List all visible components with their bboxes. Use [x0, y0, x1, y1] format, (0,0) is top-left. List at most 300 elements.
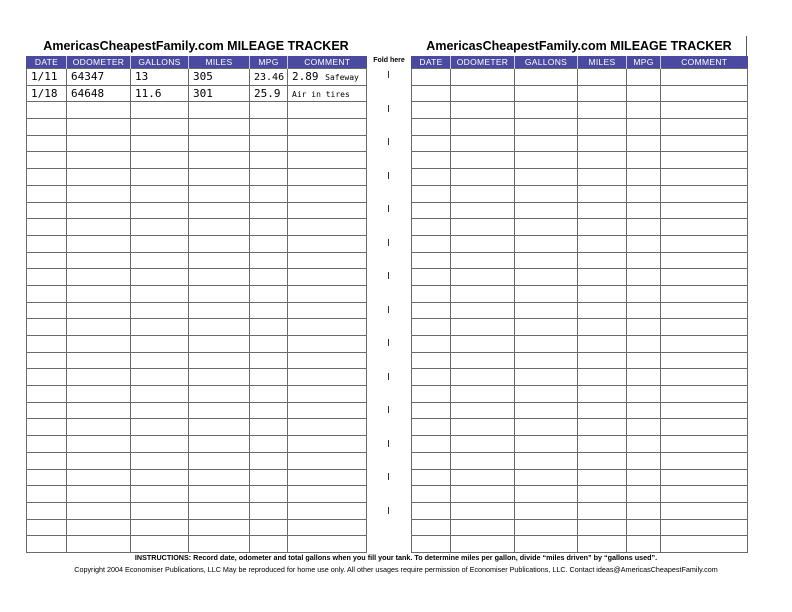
mpg-cell[interactable] — [627, 85, 661, 102]
gallons-cell[interactable] — [131, 486, 189, 503]
date-cell[interactable] — [412, 152, 451, 169]
gallons-cell[interactable] — [131, 469, 189, 486]
comment-cell[interactable] — [288, 319, 367, 336]
gallons-cell[interactable] — [131, 452, 189, 469]
comment-cell[interactable] — [661, 302, 748, 319]
gallons-cell[interactable] — [515, 419, 578, 436]
date-cell[interactable] — [412, 119, 451, 136]
date-cell[interactable] — [27, 352, 67, 369]
miles-cell[interactable] — [189, 419, 250, 436]
mpg-cell[interactable] — [627, 319, 661, 336]
date-cell[interactable] — [27, 285, 67, 302]
comment-cell[interactable] — [288, 219, 367, 236]
date-cell[interactable] — [412, 302, 451, 319]
miles-cell[interactable] — [189, 469, 250, 486]
miles-cell[interactable] — [189, 219, 250, 236]
mpg-cell[interactable] — [627, 452, 661, 469]
odometer-cell[interactable] — [67, 436, 131, 453]
gallons-cell[interactable] — [131, 185, 189, 202]
odometer-cell[interactable] — [67, 302, 131, 319]
comment-cell[interactable] — [661, 436, 748, 453]
date-cell[interactable] — [412, 502, 451, 519]
miles-cell[interactable] — [578, 486, 627, 503]
date-cell[interactable] — [27, 102, 67, 119]
comment-cell[interactable] — [661, 219, 748, 236]
mpg-cell[interactable] — [627, 202, 661, 219]
date-cell[interactable] — [27, 336, 67, 353]
gallons-cell[interactable]: 13 — [131, 69, 189, 86]
mpg-cell[interactable] — [250, 235, 288, 252]
date-cell[interactable] — [27, 452, 67, 469]
mpg-cell[interactable] — [250, 169, 288, 186]
miles-cell[interactable] — [578, 419, 627, 436]
mpg-cell[interactable] — [250, 269, 288, 286]
mpg-cell[interactable] — [627, 352, 661, 369]
date-cell[interactable] — [27, 185, 67, 202]
odometer-cell[interactable] — [451, 169, 515, 186]
gallons-cell[interactable] — [131, 269, 189, 286]
gallons-cell[interactable] — [515, 519, 578, 536]
comment-cell[interactable] — [661, 135, 748, 152]
date-cell[interactable] — [27, 219, 67, 236]
gallons-cell[interactable] — [515, 369, 578, 386]
date-cell[interactable] — [27, 402, 67, 419]
gallons-cell[interactable] — [515, 336, 578, 353]
gallons-cell[interactable] — [131, 536, 189, 553]
gallons-cell[interactable] — [131, 285, 189, 302]
comment-cell[interactable] — [288, 252, 367, 269]
mpg-cell[interactable] — [627, 419, 661, 436]
comment-cell[interactable] — [288, 302, 367, 319]
gallons-cell[interactable] — [131, 319, 189, 336]
gallons-cell[interactable] — [515, 302, 578, 319]
comment-cell[interactable] — [661, 119, 748, 136]
date-cell[interactable] — [27, 169, 67, 186]
comment-cell[interactable] — [661, 452, 748, 469]
odometer-cell[interactable] — [67, 452, 131, 469]
miles-cell[interactable] — [578, 319, 627, 336]
miles-cell[interactable] — [578, 119, 627, 136]
odometer-cell[interactable] — [67, 369, 131, 386]
date-cell[interactable] — [412, 252, 451, 269]
miles-cell[interactable] — [578, 169, 627, 186]
miles-cell[interactable] — [578, 252, 627, 269]
odometer-cell[interactable] — [67, 402, 131, 419]
comment-cell[interactable] — [661, 269, 748, 286]
gallons-cell[interactable] — [131, 336, 189, 353]
mpg-cell[interactable] — [250, 102, 288, 119]
odometer-cell[interactable] — [67, 169, 131, 186]
gallons-cell[interactable] — [515, 285, 578, 302]
gallons-cell[interactable] — [515, 69, 578, 86]
odometer-cell[interactable] — [451, 402, 515, 419]
comment-cell[interactable] — [288, 519, 367, 536]
odometer-cell[interactable] — [451, 102, 515, 119]
mpg-cell[interactable] — [627, 386, 661, 403]
miles-cell[interactable] — [189, 269, 250, 286]
odometer-cell[interactable] — [67, 469, 131, 486]
mpg-cell[interactable] — [627, 185, 661, 202]
gallons-cell[interactable] — [515, 152, 578, 169]
mpg-cell[interactable] — [250, 469, 288, 486]
date-cell[interactable] — [412, 486, 451, 503]
odometer-cell[interactable] — [451, 319, 515, 336]
comment-cell[interactable] — [288, 386, 367, 403]
comment-cell[interactable] — [288, 436, 367, 453]
mpg-cell[interactable] — [250, 386, 288, 403]
odometer-cell[interactable] — [451, 436, 515, 453]
date-cell[interactable] — [412, 169, 451, 186]
comment-cell[interactable] — [661, 352, 748, 369]
odometer-cell[interactable] — [67, 135, 131, 152]
odometer-cell[interactable] — [451, 302, 515, 319]
mpg-cell[interactable] — [627, 536, 661, 553]
odometer-cell[interactable] — [451, 269, 515, 286]
date-cell[interactable] — [412, 452, 451, 469]
mpg-cell[interactable] — [250, 452, 288, 469]
date-cell[interactable] — [27, 519, 67, 536]
mpg-cell[interactable] — [627, 169, 661, 186]
comment-cell[interactable] — [288, 235, 367, 252]
odometer-cell[interactable] — [451, 85, 515, 102]
odometer-cell[interactable] — [67, 519, 131, 536]
gallons-cell[interactable] — [131, 135, 189, 152]
gallons-cell[interactable] — [131, 419, 189, 436]
miles-cell[interactable] — [189, 369, 250, 386]
odometer-cell[interactable] — [67, 486, 131, 503]
mpg-cell[interactable] — [250, 285, 288, 302]
mpg-cell[interactable] — [627, 269, 661, 286]
gallons-cell[interactable]: 11.6 — [131, 85, 189, 102]
date-cell[interactable] — [412, 536, 451, 553]
miles-cell[interactable] — [578, 185, 627, 202]
date-cell[interactable] — [412, 352, 451, 369]
date-cell[interactable] — [412, 135, 451, 152]
miles-cell[interactable]: 305 — [189, 69, 250, 86]
mpg-cell[interactable] — [250, 319, 288, 336]
comment-cell[interactable] — [661, 319, 748, 336]
mpg-cell[interactable] — [627, 119, 661, 136]
comment-cell[interactable] — [288, 502, 367, 519]
mpg-cell[interactable] — [250, 302, 288, 319]
mpg-cell[interactable] — [627, 436, 661, 453]
date-cell[interactable] — [412, 235, 451, 252]
gallons-cell[interactable] — [131, 102, 189, 119]
comment-cell[interactable] — [288, 402, 367, 419]
gallons-cell[interactable] — [131, 252, 189, 269]
miles-cell[interactable] — [189, 202, 250, 219]
gallons-cell[interactable] — [515, 135, 578, 152]
gallons-cell[interactable] — [515, 119, 578, 136]
mpg-cell[interactable] — [627, 336, 661, 353]
comment-cell[interactable] — [288, 102, 367, 119]
miles-cell[interactable] — [189, 536, 250, 553]
odometer-cell[interactable] — [67, 219, 131, 236]
odometer-cell[interactable] — [451, 252, 515, 269]
date-cell[interactable] — [27, 369, 67, 386]
date-cell[interactable] — [27, 302, 67, 319]
miles-cell[interactable] — [189, 336, 250, 353]
comment-cell[interactable] — [288, 486, 367, 503]
date-cell[interactable] — [27, 436, 67, 453]
miles-cell[interactable] — [578, 336, 627, 353]
odometer-cell[interactable] — [451, 469, 515, 486]
gallons-cell[interactable] — [515, 402, 578, 419]
date-cell[interactable] — [412, 102, 451, 119]
comment-cell[interactable] — [288, 452, 367, 469]
comment-cell[interactable] — [288, 269, 367, 286]
mpg-cell[interactable] — [627, 152, 661, 169]
gallons-cell[interactable] — [131, 502, 189, 519]
odometer-cell[interactable] — [451, 69, 515, 86]
odometer-cell[interactable] — [67, 152, 131, 169]
comment-cell[interactable] — [288, 185, 367, 202]
miles-cell[interactable] — [578, 436, 627, 453]
comment-cell[interactable] — [661, 402, 748, 419]
miles-cell[interactable] — [578, 202, 627, 219]
date-cell[interactable] — [27, 469, 67, 486]
date-cell[interactable] — [27, 135, 67, 152]
date-cell[interactable] — [27, 419, 67, 436]
miles-cell[interactable] — [189, 486, 250, 503]
odometer-cell[interactable] — [451, 135, 515, 152]
gallons-cell[interactable] — [131, 235, 189, 252]
miles-cell[interactable] — [578, 386, 627, 403]
odometer-cell[interactable] — [451, 386, 515, 403]
comment-cell[interactable] — [661, 185, 748, 202]
gallons-cell[interactable] — [515, 436, 578, 453]
gallons-cell[interactable] — [515, 85, 578, 102]
comment-cell[interactable] — [661, 386, 748, 403]
miles-cell[interactable] — [578, 536, 627, 553]
miles-cell[interactable] — [189, 169, 250, 186]
miles-cell[interactable] — [578, 152, 627, 169]
mpg-cell[interactable] — [627, 302, 661, 319]
comment-cell[interactable] — [288, 419, 367, 436]
comment-cell[interactable] — [661, 85, 748, 102]
date-cell[interactable] — [412, 386, 451, 403]
date-cell[interactable] — [412, 319, 451, 336]
mpg-cell[interactable] — [627, 369, 661, 386]
odometer-cell[interactable] — [67, 252, 131, 269]
odometer-cell[interactable] — [451, 352, 515, 369]
gallons-cell[interactable] — [515, 452, 578, 469]
comment-cell[interactable] — [288, 469, 367, 486]
miles-cell[interactable]: 301 — [189, 85, 250, 102]
date-cell[interactable] — [412, 436, 451, 453]
odometer-cell[interactable] — [451, 536, 515, 553]
comment-cell[interactable] — [288, 369, 367, 386]
miles-cell[interactable] — [189, 285, 250, 302]
date-cell[interactable] — [27, 152, 67, 169]
mpg-cell[interactable] — [627, 469, 661, 486]
mpg-cell[interactable] — [250, 219, 288, 236]
mpg-cell[interactable] — [250, 402, 288, 419]
odometer-cell[interactable] — [67, 502, 131, 519]
mpg-cell[interactable] — [250, 336, 288, 353]
odometer-cell[interactable] — [451, 336, 515, 353]
miles-cell[interactable] — [189, 452, 250, 469]
miles-cell[interactable] — [578, 469, 627, 486]
mpg-cell[interactable] — [250, 152, 288, 169]
comment-cell[interactable] — [661, 102, 748, 119]
miles-cell[interactable] — [189, 402, 250, 419]
gallons-cell[interactable] — [515, 536, 578, 553]
mpg-cell[interactable] — [250, 486, 288, 503]
date-cell[interactable]: 1/18 — [27, 85, 67, 102]
comment-cell[interactable] — [661, 235, 748, 252]
mpg-cell[interactable] — [627, 502, 661, 519]
miles-cell[interactable] — [189, 386, 250, 403]
odometer-cell[interactable] — [67, 235, 131, 252]
comment-cell[interactable] — [661, 152, 748, 169]
odometer-cell[interactable] — [67, 386, 131, 403]
comment-cell[interactable] — [288, 336, 367, 353]
comment-cell[interactable] — [661, 169, 748, 186]
mpg-cell[interactable] — [250, 436, 288, 453]
mpg-cell[interactable] — [250, 185, 288, 202]
comment-cell[interactable] — [661, 536, 748, 553]
mpg-cell[interactable] — [250, 502, 288, 519]
mpg-cell[interactable] — [627, 235, 661, 252]
miles-cell[interactable] — [189, 319, 250, 336]
gallons-cell[interactable] — [515, 202, 578, 219]
date-cell[interactable] — [412, 219, 451, 236]
mpg-cell[interactable] — [250, 536, 288, 553]
comment-cell[interactable] — [288, 85, 367, 102]
odometer-cell[interactable] — [451, 452, 515, 469]
gallons-cell[interactable] — [131, 369, 189, 386]
gallons-cell[interactable] — [515, 102, 578, 119]
date-cell[interactable] — [27, 486, 67, 503]
date-cell[interactable] — [27, 319, 67, 336]
comment-cell[interactable] — [288, 135, 367, 152]
comment-cell[interactable] — [661, 252, 748, 269]
date-cell[interactable] — [27, 502, 67, 519]
odometer-cell[interactable] — [451, 202, 515, 219]
miles-cell[interactable] — [578, 102, 627, 119]
date-cell[interactable] — [27, 269, 67, 286]
miles-cell[interactable] — [189, 135, 250, 152]
date-cell[interactable] — [412, 269, 451, 286]
date-cell[interactable] — [412, 336, 451, 353]
miles-cell[interactable] — [189, 152, 250, 169]
odometer-cell[interactable] — [451, 502, 515, 519]
miles-cell[interactable] — [578, 352, 627, 369]
mpg-cell[interactable] — [250, 519, 288, 536]
date-cell[interactable] — [412, 402, 451, 419]
comment-cell[interactable] — [661, 285, 748, 302]
gallons-cell[interactable] — [515, 502, 578, 519]
date-cell[interactable]: 1/11 — [27, 69, 67, 86]
date-cell[interactable] — [412, 369, 451, 386]
mpg-cell[interactable] — [627, 219, 661, 236]
mpg-cell[interactable]: 25.9 — [250, 85, 288, 102]
gallons-cell[interactable] — [515, 252, 578, 269]
mpg-cell[interactable] — [250, 69, 288, 86]
mpg-cell[interactable] — [627, 69, 661, 86]
miles-cell[interactable] — [578, 235, 627, 252]
mpg-cell[interactable] — [250, 369, 288, 386]
odometer-cell[interactable] — [451, 119, 515, 136]
gallons-cell[interactable] — [515, 352, 578, 369]
date-cell[interactable] — [412, 285, 451, 302]
date-cell[interactable] — [27, 202, 67, 219]
comment-cell[interactable] — [661, 369, 748, 386]
comment-cell[interactable] — [661, 336, 748, 353]
odometer-cell[interactable] — [451, 519, 515, 536]
gallons-cell[interactable] — [515, 386, 578, 403]
odometer-cell[interactable] — [67, 202, 131, 219]
miles-cell[interactable] — [189, 502, 250, 519]
odometer-cell[interactable] — [451, 185, 515, 202]
comment-cell[interactable] — [288, 119, 367, 136]
miles-cell[interactable] — [189, 235, 250, 252]
mpg-cell[interactable] — [627, 285, 661, 302]
odometer-cell[interactable]: 64648 — [67, 85, 131, 102]
comment-cell[interactable] — [661, 419, 748, 436]
miles-cell[interactable] — [578, 302, 627, 319]
mpg-cell[interactable] — [250, 202, 288, 219]
mpg-cell[interactable] — [250, 119, 288, 136]
date-cell[interactable] — [27, 119, 67, 136]
comment-cell[interactable] — [661, 469, 748, 486]
comment-cell[interactable] — [288, 202, 367, 219]
mpg-cell[interactable] — [627, 486, 661, 503]
date-cell[interactable] — [412, 519, 451, 536]
gallons-cell[interactable] — [131, 152, 189, 169]
gallons-cell[interactable] — [131, 202, 189, 219]
comment-cell[interactable] — [661, 69, 748, 86]
miles-cell[interactable] — [578, 285, 627, 302]
comment-cell[interactable] — [288, 285, 367, 302]
gallons-cell[interactable] — [131, 436, 189, 453]
miles-cell[interactable] — [189, 185, 250, 202]
miles-cell[interactable] — [578, 519, 627, 536]
gallons-cell[interactable] — [131, 119, 189, 136]
odometer-cell[interactable] — [451, 486, 515, 503]
gallons-cell[interactable] — [131, 386, 189, 403]
gallons-cell[interactable] — [515, 185, 578, 202]
miles-cell[interactable] — [189, 302, 250, 319]
date-cell[interactable] — [412, 419, 451, 436]
date-cell[interactable] — [27, 235, 67, 252]
miles-cell[interactable] — [189, 436, 250, 453]
comment-cell[interactable] — [288, 352, 367, 369]
miles-cell[interactable] — [578, 402, 627, 419]
odometer-cell[interactable] — [451, 285, 515, 302]
date-cell[interactable] — [412, 85, 451, 102]
comment-cell[interactable] — [661, 502, 748, 519]
comment-cell[interactable] — [661, 486, 748, 503]
gallons-cell[interactable] — [515, 169, 578, 186]
mpg-cell[interactable] — [627, 402, 661, 419]
miles-cell[interactable] — [189, 102, 250, 119]
odometer-cell[interactable]: 64347 — [67, 69, 131, 86]
odometer-cell[interactable] — [67, 102, 131, 119]
miles-cell[interactable] — [578, 85, 627, 102]
comment-cell[interactable] — [661, 202, 748, 219]
odometer-cell[interactable] — [67, 419, 131, 436]
odometer-cell[interactable] — [451, 419, 515, 436]
mpg-cell[interactable] — [250, 419, 288, 436]
mpg-cell[interactable] — [627, 135, 661, 152]
odometer-cell[interactable] — [67, 269, 131, 286]
date-cell[interactable] — [412, 469, 451, 486]
odometer-cell[interactable] — [67, 119, 131, 136]
odometer-cell[interactable] — [67, 336, 131, 353]
mpg-cell[interactable] — [627, 102, 661, 119]
